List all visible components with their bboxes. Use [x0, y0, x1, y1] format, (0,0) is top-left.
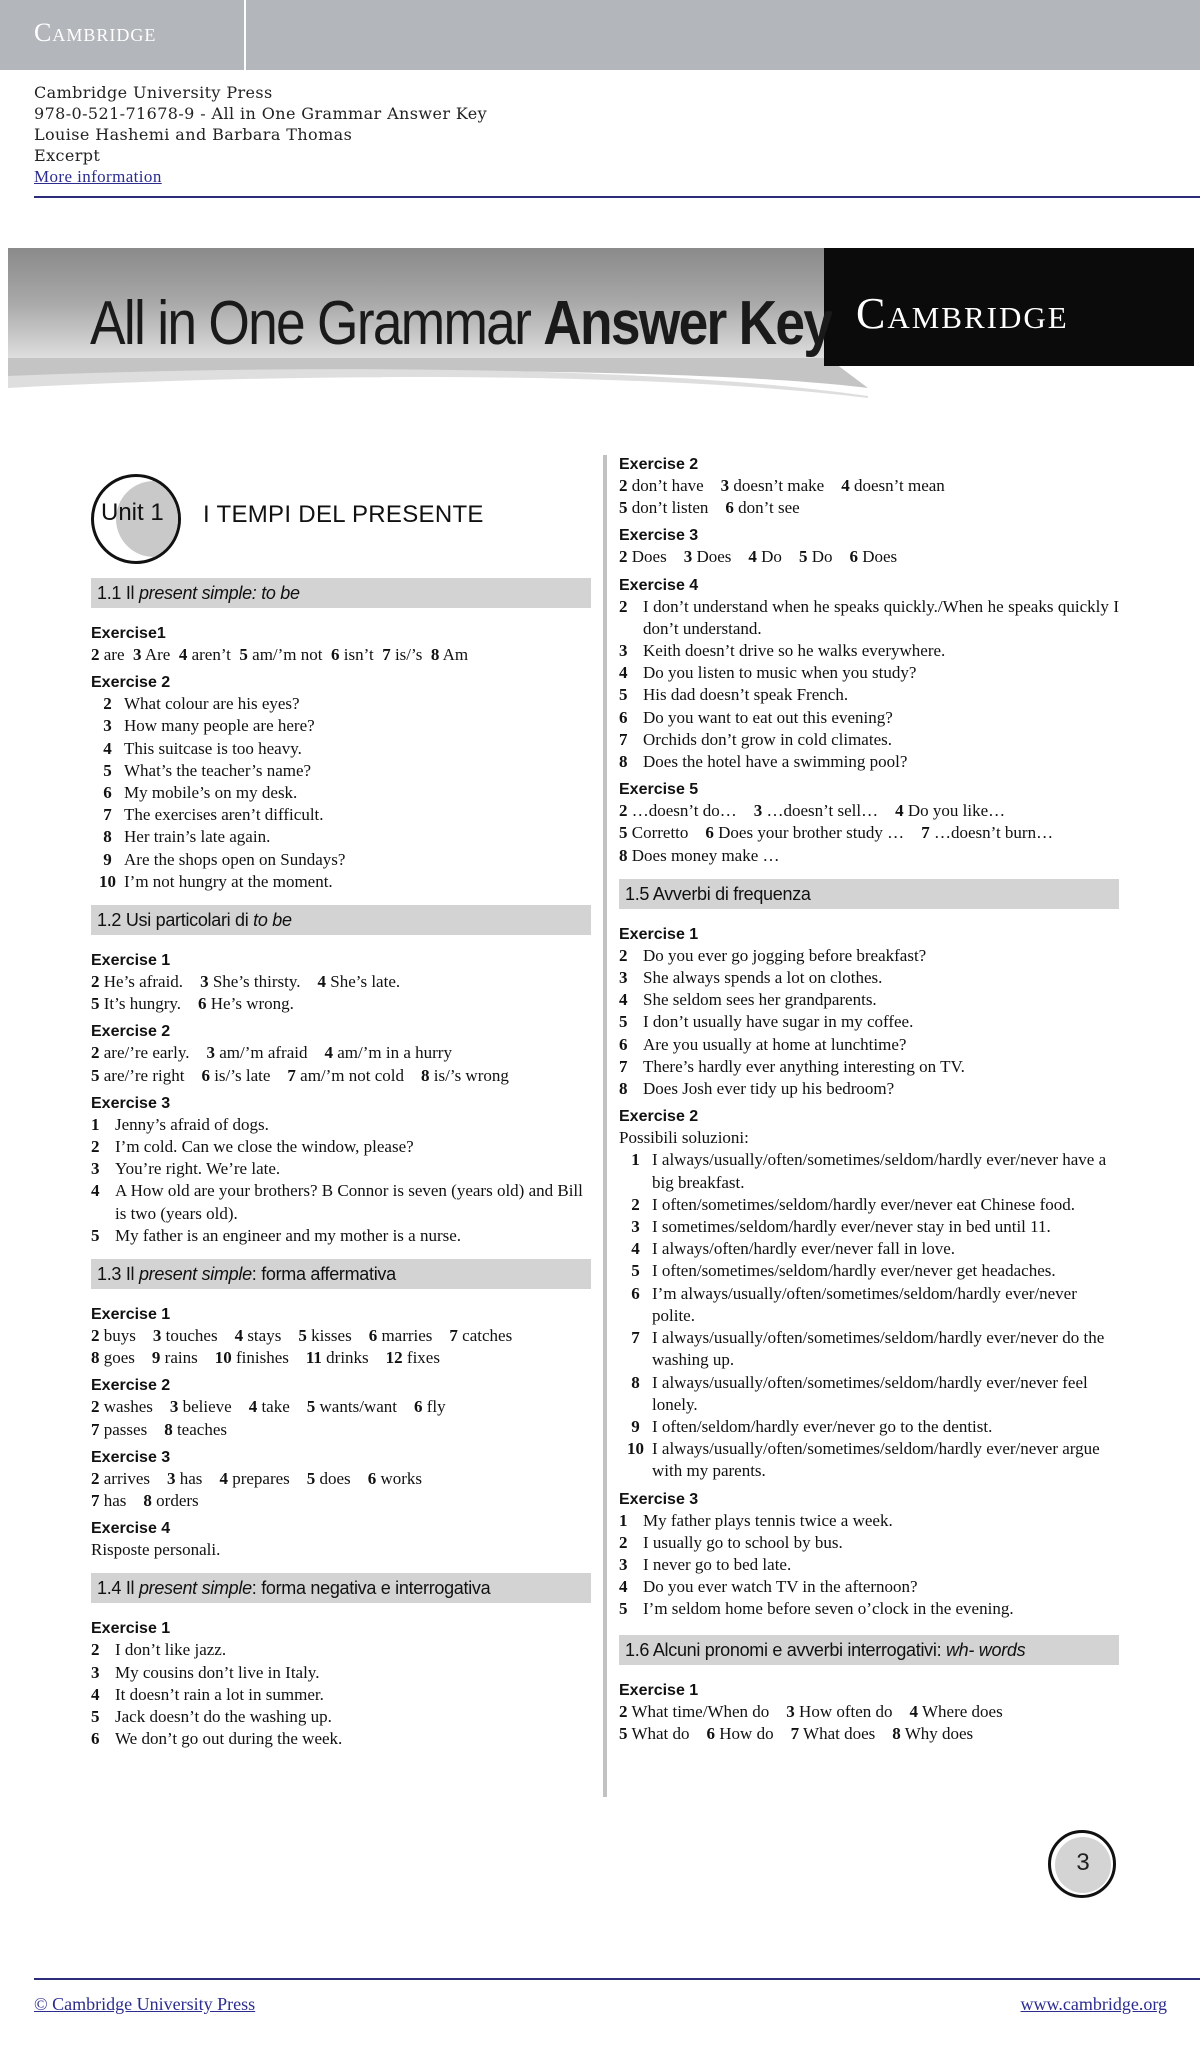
answer-list: [91, 693, 591, 893]
answer-item: [619, 1532, 1119, 1554]
answer-number: 8: [619, 1079, 628, 1099]
answer-number: 2: [91, 1137, 100, 1157]
section-1-4-heading: 1.4 Il present simple: forma negativa e interrogativa: [91, 1573, 591, 1603]
answer-line: 2 …doesn’t do… 3 …doesn’t sell… 4 Do you like…: [619, 801, 1006, 821]
answer-line: 5 What do 6 How do 7 What does 8 Why does: [619, 1723, 974, 1743]
book-title-light: All in One Grammar: [90, 289, 544, 358]
title-banner: [8, 248, 1194, 398]
answer-item: [619, 1416, 1119, 1438]
excerpt-label: Excerpt: [34, 146, 101, 165]
answer-number: 5: [103, 760, 112, 780]
answer-item: [91, 1114, 591, 1136]
exercise-intro: Possibili soluzioni:: [619, 1128, 749, 1148]
answer-text: My father plays tennis twice a week.: [643, 1510, 893, 1530]
exercise-title: Exercise 2: [91, 1377, 171, 1395]
answer-number: 2: [619, 596, 628, 616]
answer-item: [619, 662, 1119, 684]
answer-item: [619, 945, 1119, 967]
answer-text: Does the hotel have a swimming pool?: [643, 752, 908, 772]
answer-text: I’m not hungry at the moment.: [124, 871, 333, 891]
book-title-bold: Answer Key: [543, 289, 832, 358]
answer-number: 2: [91, 1640, 100, 1660]
answer-item: [619, 1194, 1119, 1216]
exercise-title: Exercise 2: [91, 1023, 171, 1041]
answer-text: I often/seldom/hardly ever/never go to the dentist.: [652, 1416, 993, 1436]
answer-number: 6: [619, 1034, 628, 1054]
answer-number: 5: [619, 1012, 628, 1032]
answer-item: [91, 738, 591, 760]
answer-line: 2 are/’re early. 3 am/’m afraid 4 am/’m in a hurry: [91, 1043, 452, 1063]
answer-item: [91, 1225, 591, 1247]
answer-number: 5: [631, 1261, 640, 1281]
answer-item: [619, 640, 1119, 662]
answer-text: Jack doesn’t do the washing up.: [115, 1707, 332, 1727]
book-title: [90, 288, 831, 359]
answer-item: [91, 1639, 591, 1661]
exercise-title: Exercise 4: [619, 576, 699, 594]
answer-number: 2: [619, 945, 628, 965]
section-1-1-heading: 1.1 Il present simple: to be: [91, 578, 591, 608]
exercise-title: Exercise 1: [91, 952, 171, 970]
answer-number: 3: [91, 1159, 100, 1179]
answer-number: 4: [631, 1239, 640, 1259]
answer-line: 2 What time/When do 3 How often do 4 Where does: [619, 1701, 1003, 1721]
answer-text: There’s hardly ever anything interesting on TV.: [643, 1056, 965, 1076]
answer-number: 8: [631, 1372, 640, 1392]
left-column: [91, 448, 591, 1751]
answer-number: 3: [619, 1554, 628, 1574]
answer-number: 7: [631, 1328, 640, 1348]
unit-label: Unit 1: [101, 499, 164, 526]
answer-item: [91, 826, 591, 848]
answer-item: [619, 1438, 1119, 1482]
top-bar: [0, 0, 1200, 70]
exercise-title: Exercise 1: [91, 1620, 171, 1638]
answer-text: Do you want to eat out this evening?: [643, 707, 893, 727]
answer-number: 2: [103, 694, 112, 714]
answer-line: 8 goes 9 rains 10 finishes 11 drinks 12 fixes: [91, 1348, 440, 1368]
answer-number: 9: [103, 849, 112, 869]
answer-text: His dad doesn’t speak French.: [643, 685, 849, 705]
answer-list: [619, 596, 1119, 774]
answer-number: 4: [91, 1684, 100, 1704]
answer-line: 2 buys 3 touches 4 stays 5 kisses 6 marries 7 catches: [91, 1326, 513, 1346]
answer-item: [619, 1598, 1119, 1620]
answer-number: 3: [619, 968, 628, 988]
page-number-badge: [1048, 1830, 1116, 1898]
answer-number: 2: [631, 1194, 640, 1214]
answer-number: 6: [631, 1283, 640, 1303]
answer-line: 8 Does money make …: [619, 845, 780, 865]
answer-item: [619, 1011, 1119, 1033]
answer-text: You’re right. We’re late.: [115, 1159, 281, 1179]
answer-item: [619, 1238, 1119, 1260]
answer-item: [619, 1078, 1119, 1100]
answer-item: [91, 693, 591, 715]
answer-text: A How old are your brothers? B Connor is seven (years old) and Bill is two (years old).: [115, 1181, 583, 1223]
right-column: [619, 455, 1119, 1745]
answer-text: Do you listen to music when you study?: [643, 663, 917, 683]
exercise-title: Exercise 4: [91, 1520, 171, 1538]
answer-text: I always/usually/often/sometimes/seldom/hardly ever/never argue with my parents.: [652, 1439, 1100, 1481]
answer-item: [619, 1327, 1119, 1371]
answer-number: 7: [619, 729, 628, 749]
more-information-link[interactable]: More information: [34, 167, 162, 186]
footer-rule: [34, 1978, 1200, 1980]
answer-item: [619, 684, 1119, 706]
answer-text: I sometimes/seldom/hardly ever/never stay in bed until 11.: [652, 1217, 1051, 1237]
answer-line: 5 don’t listen 6 don’t see: [619, 498, 800, 518]
section-1-6-heading: 1.6 Alcuni pronomi e avverbi interrogativi: wh- words: [619, 1635, 1119, 1665]
book-metadata: [34, 82, 487, 187]
answer-number: 3: [631, 1217, 640, 1237]
answer-line: 2 don’t have 3 doesn’t make 4 doesn’t mean: [619, 476, 945, 495]
answer-item: [619, 1034, 1119, 1056]
answer-item: [91, 1684, 591, 1706]
answer-item: [619, 1216, 1119, 1238]
exercise-title: Exercise 1: [91, 1306, 171, 1324]
answer-item: [91, 1158, 591, 1180]
answer-item: [619, 596, 1119, 640]
exercise-title: Exercise 3: [619, 1490, 699, 1508]
answer-item: [91, 1180, 591, 1224]
answer-number: 3: [619, 641, 628, 661]
answer-line: 5 Corretto 6 Does your brother study … 7 …doesn’t burn…: [619, 823, 1054, 843]
answer-text: Her train’s late again.: [124, 827, 271, 847]
answer-number: 4: [619, 990, 628, 1010]
answer-number: 3: [91, 1662, 100, 1682]
section-1-5-heading: 1.5 Avverbi di frequenza: [619, 879, 1119, 909]
answer-number: 4: [91, 1181, 100, 1201]
answer-text: I always/often/hardly ever/never fall in love.: [652, 1239, 956, 1259]
answer-list: [91, 1114, 591, 1247]
column-separator: [603, 455, 607, 1797]
answer-list: [619, 1510, 1119, 1621]
answer-list: [91, 1639, 591, 1750]
answer-item: [619, 1056, 1119, 1078]
answer-number: 6: [91, 1729, 100, 1749]
answer-text: I’m seldom home before seven o’clock in the evening.: [643, 1599, 1014, 1619]
exercise-title: Exercise1: [91, 625, 166, 642]
answer-number: 6: [103, 783, 112, 803]
cambridge-logo: Cambridge: [34, 18, 157, 47]
exercise-title: Exercise 3: [619, 527, 699, 545]
answer-text: I often/sometimes/seldom/hardly ever/never get headaches.: [652, 1261, 1056, 1281]
answer-item: [91, 760, 591, 782]
unit-title: I TEMPI DEL PRESENTE: [203, 501, 484, 528]
answer-item: [91, 1136, 591, 1158]
section-1-2-heading: 1.2 Usi particolari di to be: [91, 905, 591, 935]
answer-text: I always/usually/often/sometimes/seldom/hardly ever/never have a big breakfast.: [652, 1150, 1107, 1192]
answer-text: What’s the teacher’s name?: [124, 760, 312, 780]
answer-text: My cousins don’t live in Italy.: [115, 1662, 320, 1682]
answer-number: 4: [103, 738, 112, 758]
answer-text: Orchids don’t grow in cold climates.: [643, 729, 892, 749]
answer-text: I often/sometimes/seldom/hardly ever/never eat Chinese food.: [652, 1194, 1075, 1214]
answer-text: Keith doesn’t drive so he walks everywhere.: [643, 641, 946, 661]
answer-line: 2 Does 3 Does 4 Do 5 Do 6 Does: [619, 547, 898, 567]
answer-item: [619, 1283, 1119, 1327]
answer-text: She seldom sees her grandparents.: [643, 990, 877, 1010]
answer-number: 1: [619, 1510, 628, 1530]
answer-number: 5: [619, 685, 628, 705]
exercise-title: Exercise 1: [619, 1681, 699, 1699]
answer-number: 5: [91, 1225, 100, 1245]
answer-text: This suitcase is too heavy.: [124, 738, 302, 758]
answer-number: 1: [631, 1150, 640, 1170]
answer-item: [619, 707, 1119, 729]
answer-text: Are you usually at home at lunchtime?: [643, 1034, 907, 1054]
answer-text: Do you ever go jogging before breakfast?: [643, 945, 927, 965]
answer-text: Jenny’s afraid of dogs.: [115, 1114, 269, 1134]
answer-text: It doesn’t rain a lot in summer.: [115, 1684, 324, 1704]
answer-number: 4: [619, 663, 628, 683]
answer-number: 10: [99, 871, 116, 891]
answer-item: [91, 715, 591, 737]
answer-text: I always/usually/often/sometimes/seldom/hardly ever/never do the washing up.: [652, 1328, 1105, 1370]
answer-item: [91, 782, 591, 804]
answer-number: 10: [627, 1439, 644, 1459]
answer-text: The exercises aren’t difficult.: [124, 805, 324, 825]
answer-text: We don’t go out during the week.: [115, 1729, 343, 1749]
answer-item: [619, 1554, 1119, 1576]
banner-swoosh: [8, 358, 868, 398]
answer-text: I don’t understand when he speaks quickly./When he speaks quickly I don’t understand.: [643, 596, 1119, 638]
header-rule: [34, 196, 1200, 198]
exercise-title: Exercise 2: [619, 456, 699, 473]
answer-text: She always spends a lot on clothes.: [643, 968, 883, 988]
answer-item: [619, 1510, 1119, 1532]
isbn-line: 978-0-521-71678-9 - All in One Grammar Answer Key: [34, 104, 488, 123]
answer-text: Does Josh ever tidy up his bedroom?: [643, 1079, 895, 1099]
answer-number: 6: [619, 707, 628, 727]
header-divider: [244, 0, 246, 70]
exercise-title: Exercise 1: [619, 925, 699, 943]
exercise-title: Exercise 5: [619, 781, 699, 799]
answer-item: [619, 1260, 1119, 1282]
answer-text: Are the shops open on Sundays?: [124, 849, 346, 869]
answer-line: 2 are 3 Are 4 aren’t 5 am/’m not 6 isn’t 7 is/’s 8 Am: [91, 645, 469, 664]
answer-text: My mobile’s on my desk.: [124, 783, 298, 803]
exercise-title: Exercise 3: [91, 1448, 171, 1466]
section-1-3-heading: 1.3 Il present simple: forma affermativa: [91, 1259, 591, 1289]
answer-number: 8: [103, 827, 112, 847]
answer-item: [619, 729, 1119, 751]
answer-line: 7 has 8 orders: [91, 1491, 199, 1511]
answer-number: 3: [103, 716, 112, 736]
answer-text: How many people are here?: [124, 716, 315, 736]
page-number: 3: [1076, 1849, 1090, 1876]
answer-number: 5: [91, 1707, 100, 1727]
banner-cambridge-logo: Cambridge: [856, 289, 1069, 338]
answer-item: [91, 1662, 591, 1684]
answer-text: I never go to bed late.: [643, 1554, 792, 1574]
answer-text: I don’t like jazz.: [115, 1640, 227, 1660]
answer-text: I usually go to school by bus.: [643, 1532, 843, 1552]
publisher: Cambridge University Press: [34, 83, 273, 102]
answer-item: [91, 1706, 591, 1728]
answer-item: [619, 751, 1119, 773]
answer-number: 7: [619, 1056, 628, 1076]
answer-text: I’m cold. Can we close the window, please?: [115, 1137, 414, 1157]
answer-line: 5 It’s hungry. 6 He’s wrong.: [91, 994, 294, 1014]
answer-number: 2: [619, 1532, 628, 1552]
answer-text: Do you ever watch TV in the afternoon?: [643, 1577, 918, 1597]
exercise-title: Exercise 2: [619, 1108, 699, 1126]
exercise-title: Exercise 2: [91, 674, 171, 692]
answer-text: I’m always/usually/often/sometimes/seldom/hardly ever/never polite.: [652, 1283, 1077, 1325]
authors: Louise Hashemi and Barbara Thomas: [34, 125, 353, 144]
answer-item: [91, 871, 591, 893]
answer-item: [91, 804, 591, 826]
unit-heading: [91, 448, 591, 550]
answer-number: 8: [619, 752, 628, 772]
answer-text: What colour are his eyes?: [124, 694, 300, 714]
answer-line: Risposte personali.: [91, 1540, 221, 1560]
answer-list: [619, 1149, 1119, 1482]
answer-item: [91, 1728, 591, 1750]
answer-item: [619, 1149, 1119, 1193]
answer-number: 5: [619, 1599, 628, 1619]
copyright-link[interactable]: © Cambridge University Press: [34, 1994, 256, 2014]
answer-text: I always/usually/often/sometimes/seldom/hardly ever/never feel lonely.: [652, 1372, 1088, 1414]
answer-number: 7: [103, 805, 112, 825]
answer-item: [619, 1576, 1119, 1598]
answer-line: 2 He’s afraid. 3 She’s thirsty. 4 She’s late.: [91, 972, 401, 992]
answer-item: [619, 989, 1119, 1011]
answer-text: I don’t usually have sugar in my coffee.: [643, 1012, 914, 1032]
answer-number: 1: [91, 1114, 100, 1134]
answer-line: 5 are/’re right 6 is/’s late 7 am/’m not cold 8 is/’s wrong: [91, 1065, 509, 1085]
answer-line: 2 arrives 3 has 4 prepares 5 does 6 works: [91, 1468, 422, 1488]
exercise-title: Exercise 3: [91, 1094, 171, 1112]
answer-number: 4: [619, 1577, 628, 1597]
answer-item: [619, 1372, 1119, 1416]
answer-line: 2 washes 3 believe 4 take 5 wants/want 6 fly: [91, 1397, 446, 1417]
answer-list: [619, 945, 1119, 1100]
answer-item: [619, 967, 1119, 989]
website-link[interactable]: www.cambridge.org: [1020, 1994, 1167, 2014]
answer-item: [91, 849, 591, 871]
answer-number: 9: [631, 1416, 640, 1436]
answer-line: 7 passes 8 teaches: [91, 1419, 227, 1439]
answer-text: My father is an engineer and my mother is a nurse.: [115, 1225, 462, 1245]
